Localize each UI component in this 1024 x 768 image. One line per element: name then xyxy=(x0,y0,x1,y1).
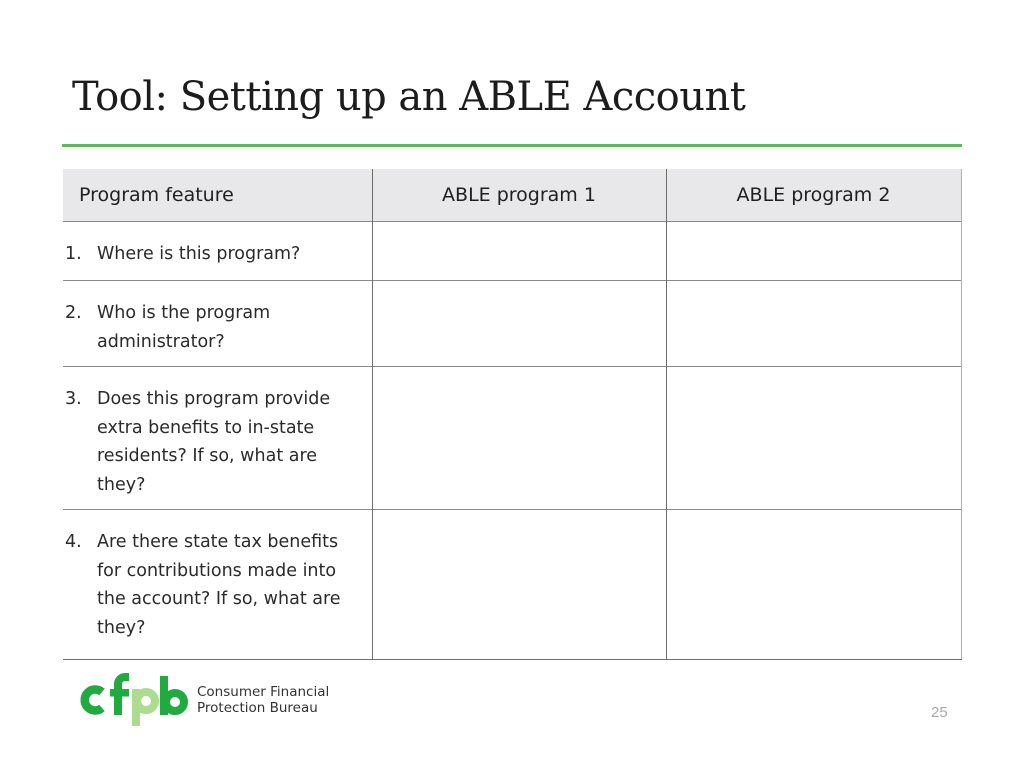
table-row xyxy=(63,281,961,367)
table-row xyxy=(63,367,961,510)
comparison-table xyxy=(63,169,961,661)
org-line-1: Consumer Financial xyxy=(197,684,330,700)
feature-cell xyxy=(63,510,372,660)
header-program-feature: Program feature xyxy=(63,169,372,222)
table-row xyxy=(63,510,961,660)
header-able-program-1: ABLE program 1 xyxy=(372,169,666,222)
program-2-cell[interactable] xyxy=(666,510,961,660)
row-number: 3. xyxy=(65,389,82,409)
row-number: 2. xyxy=(65,303,82,323)
row-number: 4. xyxy=(65,532,82,552)
feature-cell xyxy=(63,367,372,510)
feature-question: Are there state tax benefits for contributions made into the account? If so, what are they? xyxy=(97,532,341,638)
cfpb-logo xyxy=(80,672,188,726)
organization-name xyxy=(197,684,329,716)
title-divider xyxy=(62,144,962,147)
header-able-program-2: ABLE program 2 xyxy=(666,169,961,222)
program-2-cell[interactable] xyxy=(666,281,961,367)
feature-question: Does this program provide extra benefits to in-state residents? If so, what are they? xyxy=(97,389,331,495)
table-row xyxy=(63,222,961,281)
feature-question: Where is this program? xyxy=(97,244,301,264)
program-1-cell[interactable] xyxy=(372,510,666,660)
program-1-cell[interactable] xyxy=(372,222,666,281)
feature-question: Who is the program administrator? xyxy=(97,303,271,352)
feature-cell xyxy=(63,222,372,281)
program-1-cell[interactable] xyxy=(372,281,666,367)
page-number: 25 xyxy=(931,704,948,721)
table-header-row xyxy=(63,169,961,222)
slide-title: Tool: Setting up an ABLE Account xyxy=(72,74,746,120)
row-number: 1. xyxy=(65,244,82,264)
org-line-2: Protection Bureau xyxy=(197,700,318,716)
program-2-cell[interactable] xyxy=(666,367,961,510)
program-2-cell[interactable] xyxy=(666,222,961,281)
program-1-cell[interactable] xyxy=(372,367,666,510)
feature-cell xyxy=(63,281,372,367)
